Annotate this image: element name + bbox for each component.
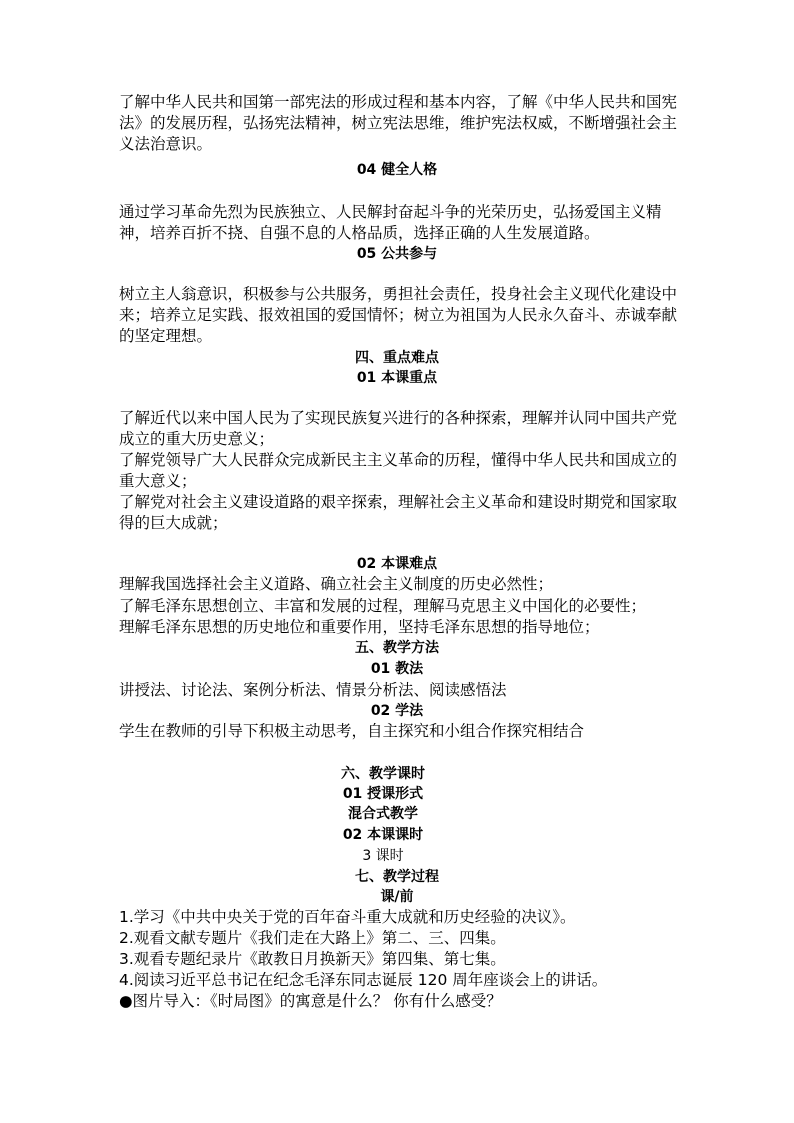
heading-04-personality: 04 健全人格: [356, 162, 438, 178]
paragraph-personality: 通过学习革命先烈为民族独立、人民解封奋起斗争的光荣历史，弘扬爱国主义精神，培养百折不挠、自强不息的人格品质，选择正确的人生发展道路。: [119, 203, 662, 242]
key-point-2: 了解党领导广大人民群众完成新民主主义革命的历程，懂得中华人民共和国成立的重大意义；: [119, 451, 678, 490]
difficult-point-3: 理解毛泽东思想的历史地位和重要作用，坚持毛泽东思想的指导地位；: [119, 618, 600, 636]
heading-pre-class: 课/前: [380, 889, 414, 905]
heading-teaching-form: 01 授课形式: [342, 786, 424, 802]
heading-learning-method: 02 学法: [370, 703, 424, 719]
intro-paragraph: 了解中华人民共和国第一部宪法的形成过程和基本内容，了解《中华人民共和国宪法》的发展历程，弘扬宪法精神，树立宪法思维，维护宪法权威，不断增强社会主义法治意识。: [119, 93, 678, 153]
heading-lesson-hours: 02 本课课时: [342, 827, 424, 843]
difficult-point-2: 了解毛泽东思想创立、丰富和发展的过程，理解马克思主义中国化的必要性；: [119, 597, 647, 615]
pre-class-item-1: 1.学习《中共中央关于党的百年奋斗重大成就和历史经验的决议》。: [119, 908, 576, 926]
heading-teaching-process: 七、教学过程: [355, 869, 439, 885]
lesson-hours-text: 3 课时: [362, 848, 404, 864]
heading-05-participation: 05 公共参与: [356, 246, 438, 262]
pre-class-item-4: 4.阅读习近平总书记在纪念毛泽东同志诞辰 120 周年座谈会上的讲话。: [119, 971, 608, 989]
teaching-form-text: 混合式教学: [348, 806, 418, 822]
heading-key-points: 01 本课重点: [356, 370, 438, 386]
heading-key-difficult-points: 四、重点难点: [355, 350, 439, 366]
heading-difficult-points: 02 本课难点: [356, 556, 438, 572]
pre-class-item-2: 2.观看文献专题片《我们走在大路上》第二、三、四集。: [119, 929, 506, 947]
learning-method-text: 学生在教师的引导下积极主动思考，自主探究和小组合作探究相结合: [119, 722, 585, 740]
key-point-1: 了解近代以来中国人民为了实现民族复兴进行的各种探索，理解并认同中国共产党成立的重大历史意义；: [119, 409, 678, 448]
paragraph-participation: 树立主人翁意识，积极参与公共服务，勇担社会责任，投身社会主义现代化建设中来；培养立足实践、报效祖国的爱国情怀；树立为祖国为人民永久奋斗、赤诚奉献的坚定理想。: [119, 285, 678, 345]
key-point-3: 了解党对社会主义建设道路的艰辛探索，理解社会主义革命和建设时期党和国家取得的巨大成就；: [119, 493, 678, 532]
heading-class-hours: 六、教学课时: [341, 766, 425, 782]
teaching-method-text: 讲授法、讨论法、案例分析法、情景分析法、阅读感悟法: [119, 681, 507, 699]
pre-class-item-5: ●图片导入：《时局图》的寓意是什么？ 你有什么感受？: [119, 992, 502, 1010]
heading-teaching-method: 01 教法: [370, 661, 424, 677]
heading-teaching-methods: 五、教学方法: [355, 640, 439, 656]
pre-class-item-3: 3.观看专题纪录片《敢教日月换新天》第四集、第七集。: [119, 950, 506, 968]
difficult-point-1: 理解我国选择社会主义道路、确立社会主义制度的历史必然性；: [119, 575, 554, 593]
